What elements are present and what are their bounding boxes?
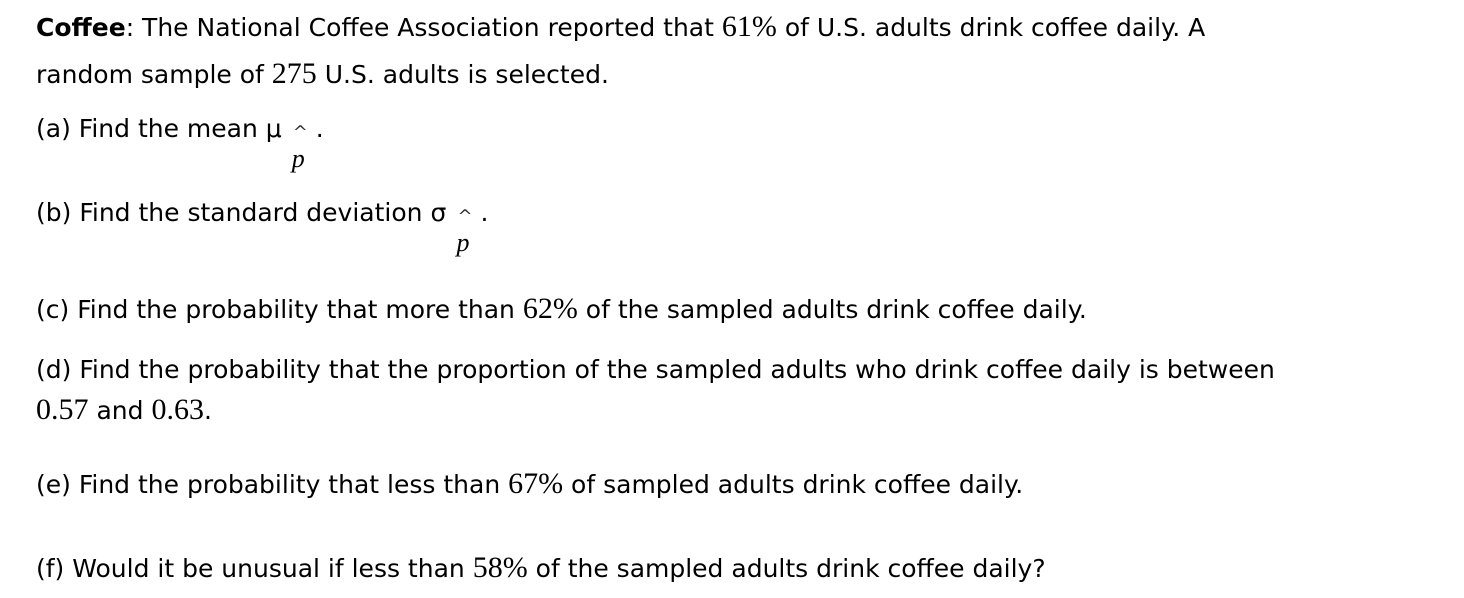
and-word: and <box>88 396 152 425</box>
lower-bound-value: 0.57 <box>36 393 89 426</box>
mu-symbol: μ <box>265 114 282 143</box>
intro-percent-value: 61 <box>721 10 752 43</box>
p-subscript: p <box>291 144 305 173</box>
intro-percent-sign: % <box>751 10 777 43</box>
p-subscript: p <box>456 228 470 257</box>
question-e-text-end: of sampled adults drink coffee daily. <box>563 470 1024 499</box>
intro-line-1 <box>36 10 1205 44</box>
problem-label: Coffee <box>36 13 126 42</box>
question-e <box>36 467 1023 501</box>
hat-accent: ^ <box>292 122 308 143</box>
question-c-percent-value: 62 <box>522 292 553 325</box>
question-e-percent-value: 67 <box>508 467 539 500</box>
question-f-percent-sign: % <box>502 551 528 584</box>
question-b <box>36 198 490 257</box>
question-d-line-1 <box>36 355 1275 384</box>
intro-line-2 <box>36 57 609 91</box>
question-b-period: . <box>480 198 489 227</box>
upper-bound-value: 0.63 <box>151 393 204 426</box>
question-f-text-end: of the sampled adults drink coffee daily? <box>527 554 1046 583</box>
intro-line2-end: U.S. adults is selected. <box>316 60 609 89</box>
question-c-text-end: of the sampled adults drink coffee daily. <box>577 295 1087 324</box>
intro-text-end: of U.S. adults drink coffee daily. A <box>776 13 1206 42</box>
intro-text: : The National Coffee Association reported that <box>125 13 722 42</box>
question-a <box>36 114 326 173</box>
question-c <box>36 292 1087 326</box>
question-f <box>36 551 1046 585</box>
mean-p-hat-symbol <box>265 114 326 173</box>
question-d-line-2 <box>36 393 212 427</box>
question-f-text: (f) Would it be unusual if less than <box>36 554 473 583</box>
sigma-symbol: σ <box>430 198 447 227</box>
question-b-text: (b) Find the standard deviation <box>36 198 431 227</box>
question-d-text: (d) Find the probability that the proportion of the sampled adults who drink coffee daily is between <box>36 355 1275 384</box>
question-a-text: (a) Find the mean <box>36 114 266 143</box>
sd-p-hat-symbol <box>430 198 490 257</box>
hat-accent: ^ <box>457 206 473 227</box>
question-d-period: . <box>203 396 212 425</box>
question-c-percent-sign: % <box>552 292 578 325</box>
question-e-text: (e) Find the probability that less than <box>36 470 509 499</box>
question-f-percent-value: 58 <box>472 551 503 584</box>
sample-size-value: 275 <box>271 57 317 90</box>
question-c-text: (c) Find the probability that more than <box>36 295 523 324</box>
question-a-period: . <box>315 114 324 143</box>
question-e-percent-sign: % <box>538 467 564 500</box>
intro-line2-text: random sample of <box>36 60 272 89</box>
